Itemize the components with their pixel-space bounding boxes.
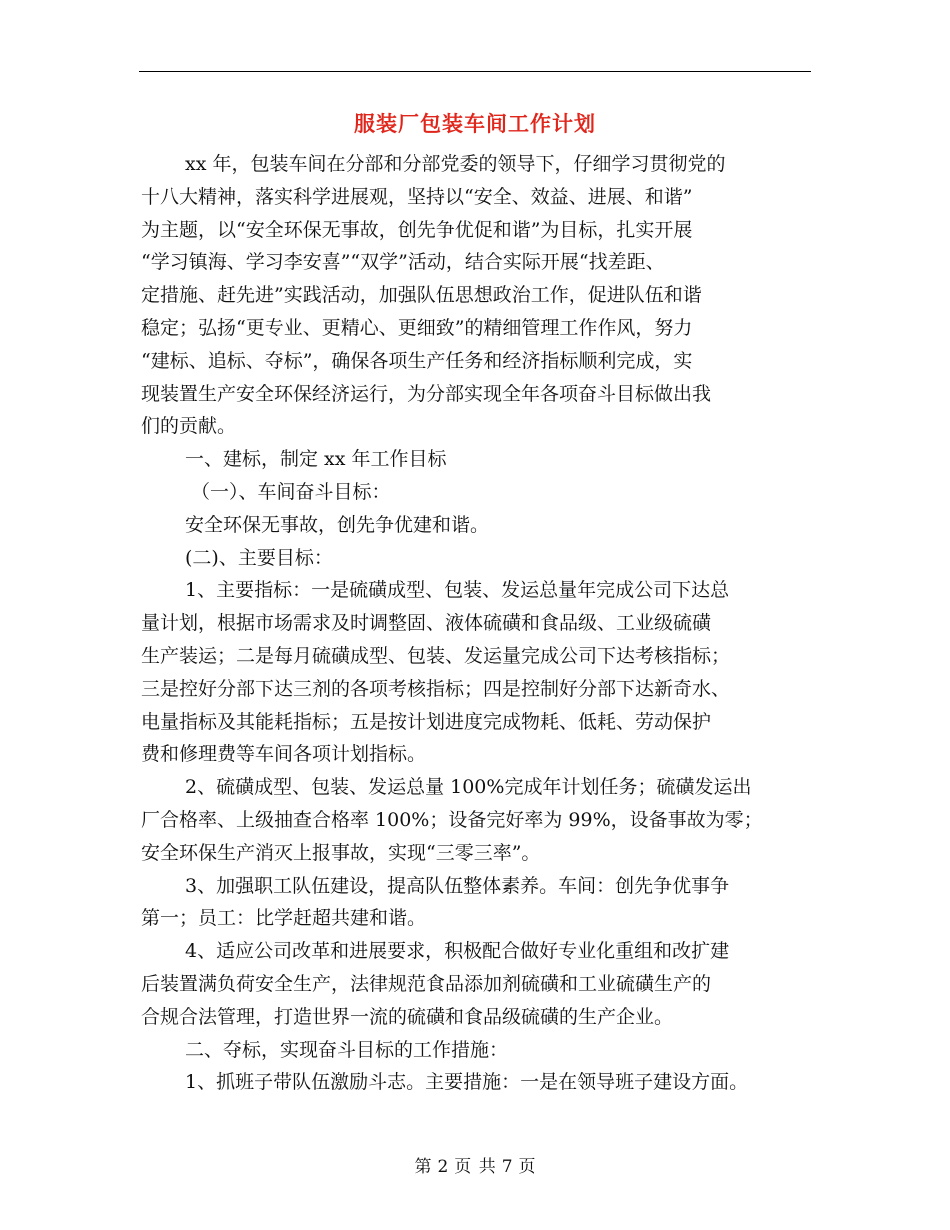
body-line: 安全环保生产消灭上报事故，实现“三零三率”。 — [141, 841, 541, 864]
body-line: 为主题，以“安全环保无事故，创先争优促和谐”为目标，扎实开展 — [141, 218, 693, 241]
body-line: 量计划，根据市场需求及时调整固、液体硫磺和食品级、工业级硫磺 — [141, 612, 712, 635]
body-line: 1、抓班子带队伍激励斗志。主要措施：一是在领导班子建设方面。 — [185, 1071, 749, 1094]
body-line: 3、加强职工队伍建设，提高队伍整体素养。车间：创先争优事争 — [185, 874, 730, 897]
body-line: “学习镇海、学习李安喜”“双学”活动，结合实际开展“找差距、 — [141, 251, 665, 274]
page-footer — [0, 1152, 950, 1177]
body-line: 生产装运；二是每月硫磺成型、包装、发运量完成公司下达考核指标； — [141, 644, 731, 667]
footer-total-pages: 7 — [501, 1157, 513, 1177]
body-line: 现装置生产安全环保经济运行，为分部实现全年各项奋斗目标做出我 — [141, 382, 712, 405]
section-heading: 一、建标，制定 xx 年工作目标 — [185, 448, 447, 471]
body-line: 1、主要指标：一是硫磺成型、包装、发运总量年完成公司下达总 — [185, 579, 730, 602]
footer-suffix: 页 — [518, 1157, 536, 1177]
footer-middle: 页 共 — [454, 1157, 496, 1177]
body-line: 费和修理费等车间各项计划指标。 — [141, 743, 427, 766]
body-line: 稳定；弘扬“更专业、更精心、更细致”的精细管理工作作风，努力 — [141, 316, 693, 339]
body-line: 2、硫磺成型、包装、发运总量 100%完成年计划任务；硫磺发运出 — [185, 776, 752, 799]
body-line: 后装置满负荷安全生产，法律规范食品添加剂硫磺和工业硫磺生产的 — [141, 972, 712, 995]
header-rule — [139, 71, 811, 72]
body-line: 安全环保无事故，创先争优建和谐。 — [185, 513, 490, 536]
body-line: 厂合格率、上级抽查合格率 100%；设备完好率为 99%，设备事故为零； — [141, 808, 763, 831]
body-line: 三是控好分部下达三剂的各项考核指标；四是控制好分部下达新奇水、 — [141, 677, 731, 700]
body-line: 合规合法管理，打造世界一流的硫磺和食品级硫磺的生产企业。 — [141, 1005, 674, 1028]
body-line: 十八大精神，落实科学进展观，坚持以“安全、效益、进展、和谐” — [141, 185, 693, 208]
subsection-heading: （一）、车间奋斗目标： — [191, 480, 391, 503]
body-line: 第一；员工：比学赶超共建和谐。 — [141, 907, 427, 930]
section-heading: 二、夺标，实现奋斗目标的工作措施： — [185, 1038, 509, 1061]
body-line: “建标、追标、夺标”，确保各项生产任务和经济指标顺利完成，实 — [141, 349, 693, 372]
footer-current-page: 2 — [437, 1157, 449, 1177]
body-line: 定措施、赶先进”实践活动，加强队伍思想政治工作，促进队伍和谐 — [141, 284, 702, 307]
document-body — [141, 148, 821, 1099]
document-title: 服装厂包装车间工作计划 — [354, 111, 596, 136]
body-line: xx 年，包装车间在分部和分部党委的领导下，仔细学习贯彻党的 — [185, 153, 726, 175]
body-line: 4、适应公司改革和进展要求，积极配合做好专业化重组和改扩建 — [185, 940, 730, 963]
footer-prefix: 第 — [414, 1157, 432, 1177]
body-line: 电量指标及其能耗指标；五是按计划进度完成物耗、低耗、劳动保护 — [141, 710, 712, 733]
body-line: 们的贡献。 — [141, 415, 237, 438]
subsection-heading: (二)、主要目标： — [185, 546, 333, 569]
